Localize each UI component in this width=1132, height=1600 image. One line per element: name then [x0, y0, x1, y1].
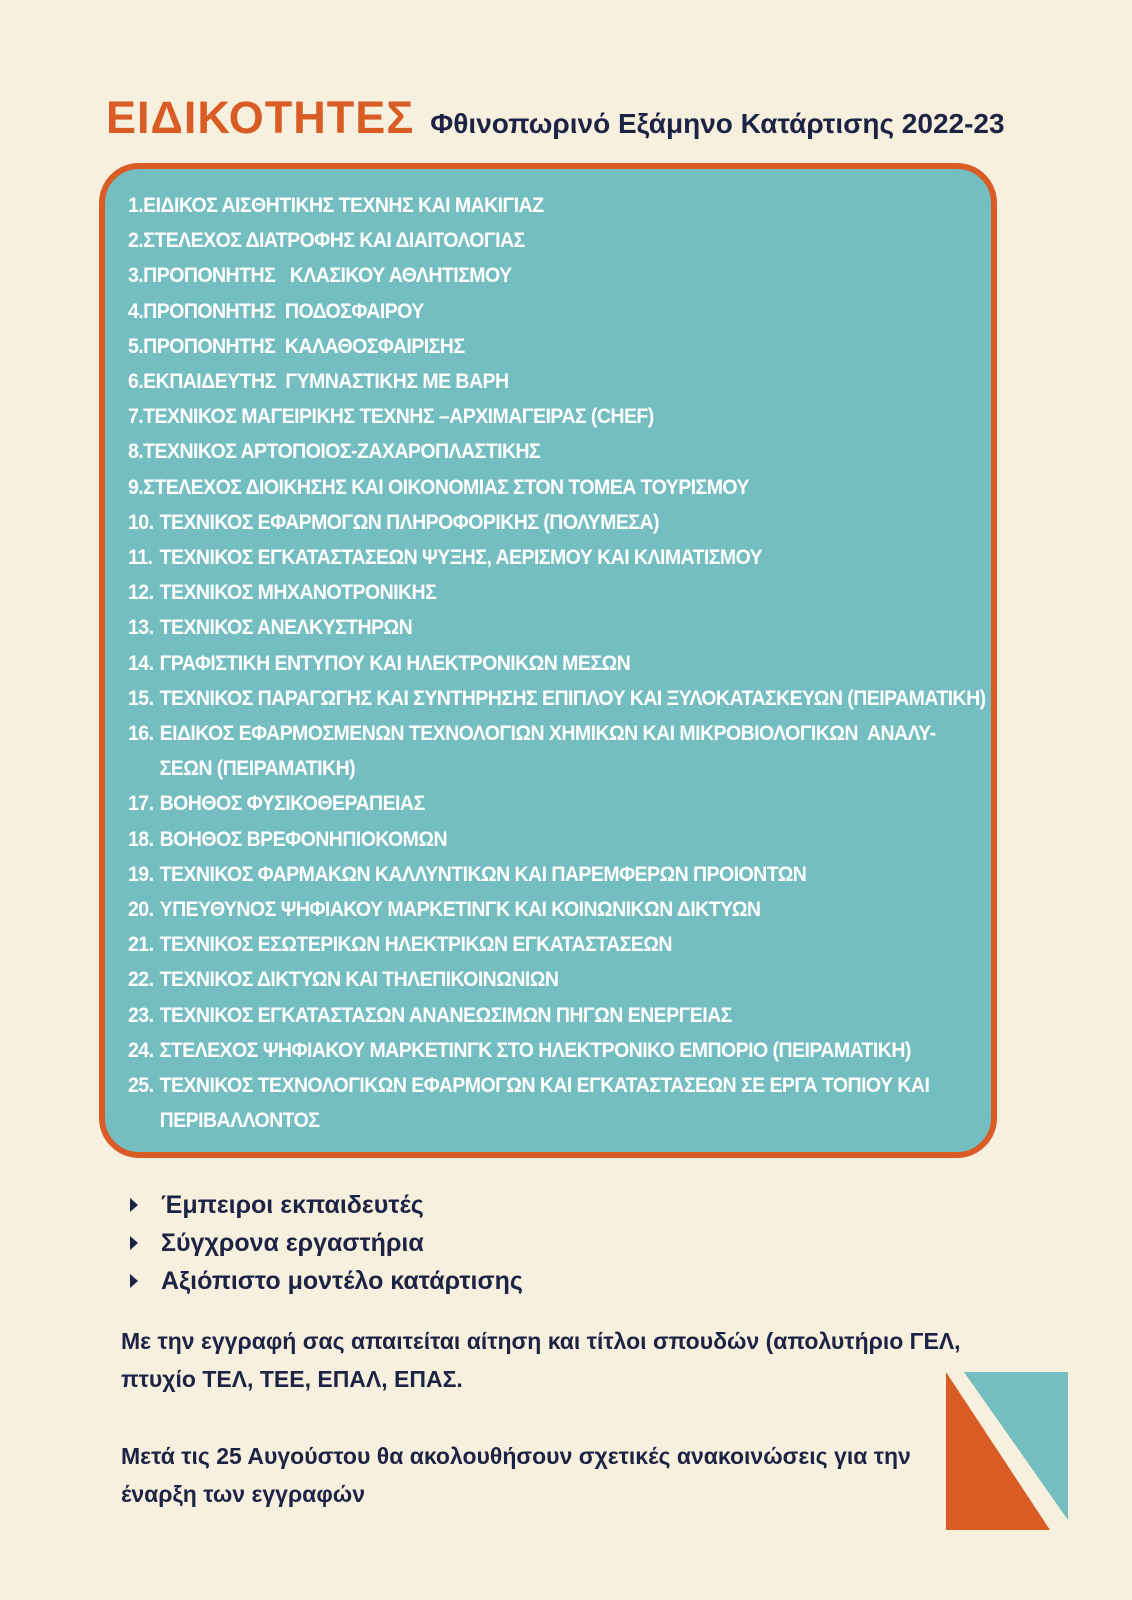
list-item	[128, 892, 988, 927]
item-number: 9.	[128, 475, 144, 499]
benefit-text: Έμπειροι εκπαιδευτές	[161, 1190, 424, 1219]
item-text: ΠΡΟΠΟΝΗΤΗΣ ΠΟΔΟΣΦΑΙΡΟΥ	[143, 299, 424, 323]
item-text: ΥΠΕΥΘΥΝΟΣ ΨΗΦΙΑΚΟΥ ΜΑΡΚΕΤΙΝΓΚ ΚΑΙ ΚΟΙΝΩΝΙΚΩΝ ΔΙΚΤΥΩΝ	[159, 898, 761, 922]
item-number: 6.	[128, 370, 144, 394]
item-number: 19.	[128, 862, 154, 886]
list-item	[128, 434, 988, 469]
caret-right-icon	[130, 1198, 138, 1212]
item-text: ΒΟΗΘΟΣ ΦΥΣΙΚΟΘΕΡΑΠΕΙΑΣ	[159, 792, 425, 816]
item-number: 13.	[128, 616, 154, 640]
item-number: 24.	[128, 1038, 154, 1062]
item-number: 10.	[128, 510, 154, 534]
item-number: 8.	[128, 440, 144, 464]
item-text: ΤΕΧΝΙΚΟΣ ΕΣΩΤΕΡΙΚΩΝ ΗΛΕΚΤΡΙΚΩΝ ΕΓΚΑΤΑΣΤΑΣΕΩΝ	[159, 933, 672, 957]
item-text: ΤΕΧΝΙΚΟΣ ΦΑΡΜΑΚΩΝ ΚΑΛΛΥΝΤΙΚΩΝ ΚΑΙ ΠΑΡΕΜΦΕΡΩΝ ΠΡΟΙΟΝΤΩΝ	[159, 862, 807, 886]
list-item	[128, 364, 988, 399]
list-item	[128, 610, 988, 645]
item-number: 22.	[128, 968, 154, 992]
specialties-list	[128, 188, 991, 1138]
item-number: 12.	[128, 581, 154, 605]
item-text: ΤΕΧΝΙΚΟΣ ΠΑΡΑΓΩΓΗΣ ΚΑΙ ΣΥΝΤΗΡΗΣΗΣ ΕΠΙΠΛΟΥ ΚΑΙ ΞΥΛΟΚΑΤΑΣΚΕΥΩΝ (ΠΕΙΡΑΜΑΤΙΚΗ)	[159, 686, 986, 710]
list-item	[128, 329, 988, 364]
item-number: 11.	[128, 546, 153, 570]
item-text: ΤΕΧΝΙΚΟΣ ΕΓΚΑΤΑΣΤΑΣΕΩΝ ΨΥΞΗΣ, ΑΕΡΙΣΜΟΥ ΚΑΙ ΚΛΙΜΑΤΙΣΜΟΥ	[159, 546, 763, 570]
list-item	[128, 575, 988, 610]
item-text: ΤΕΧΝΙΚΟΣ ΔΙΚΤΥΩΝ ΚΑΙ ΤΗΛΕΠΙΚΟΙΝΩΝΙΩΝ	[159, 968, 559, 992]
item-number: 23.	[128, 1003, 154, 1027]
list-item	[128, 927, 988, 962]
list-item	[128, 223, 988, 258]
list-item	[128, 1068, 988, 1138]
benefit-item	[130, 1224, 523, 1262]
list-item	[128, 857, 988, 892]
benefit-item	[130, 1186, 523, 1224]
page-subtitle: Φθινοπωρινό Εξάμηνο Κατάρτισης 2022-23	[430, 108, 1005, 139]
list-item	[128, 822, 988, 857]
item-text: ΣΤΕΛΕΧΟΣ ΔΙΟΙΚΗΣΗΣ ΚΑΙ ΟΙΚΟΝΟΜΙΑΣ ΣΤΟΝ ΤΟΜΕΑ ΤΟΥΡΙΣΜΟΥ	[143, 475, 749, 499]
item-number: 5.	[128, 334, 144, 358]
list-item	[128, 646, 988, 681]
item-text: ΤΕΧΝΙΚΟΣ ΜΗΧΑΝΟΤΡΟΝΙΚΗΣ	[159, 581, 437, 605]
benefit-text: Αξιόπιστο μοντέλο κατάρτισης	[161, 1266, 523, 1295]
item-text: ΤΕΧΝΙΚΟΣ ΕΦΑΡΜΟΓΩΝ ΠΛΗΡΟΦΟΡΙΚΗΣ (ΠΟΛΥΜΕΣΑ)	[159, 510, 659, 534]
item-text: ΠΡΟΠΟΝΗΤΗΣ ΚΛΑΣΙΚΟΥ ΑΘΛΗΤΙΣΜΟΥ	[143, 264, 512, 288]
orange-teal-triangles-logo	[946, 1372, 1068, 1530]
item-text: ΠΡΟΠΟΝΗΤΗΣ ΚΑΛΑΘΟΣΦΑΙΡΙΣΗΣ	[143, 334, 465, 358]
item-number: 1.	[128, 194, 144, 217]
item-text: ΒΟΗΘΟΣ ΒΡΕΦΟΝΗΠΙΟΚΟΜΩΝ	[159, 827, 448, 851]
list-item	[128, 1033, 988, 1068]
item-number: 4.	[128, 299, 144, 323]
item-text: ΕΚΠΑΙΔΕΥΤΗΣ ΓΥΜΝΑΣΤΙΚΗΣ ΜΕ ΒΑΡΗ	[143, 370, 509, 394]
list-item	[128, 716, 988, 786]
page-title: ΕΙΔΙΚΟΤΗΤΕΣ	[106, 92, 415, 143]
list-item	[128, 786, 988, 821]
list-item	[128, 399, 988, 434]
item-number: 20.	[128, 898, 154, 922]
item-text: ΤΕΧΝΙΚΟΣ ΜΑΓΕΙΡΙΚΗΣ ΤΕΧΝΗΣ –ΑΡΧΙΜΑΓΕΙΡΑΣ (CHEF)	[143, 405, 654, 429]
item-number: 18.	[128, 827, 154, 851]
item-text: ΤΕΧΝΙΚΟΣ ΑΡΤΟΠΟΙΟΣ-ΖΑΧΑΡΟΠΛΑΣΤΙΚΗΣ	[143, 440, 541, 464]
specialties-panel	[99, 163, 997, 1158]
page-heading	[106, 92, 1005, 144]
item-text: ΤΕΧΝΙΚΟΣ ΤΕΧΝΟΛΟΓΙΚΩΝ ΕΦΑΡΜΟΓΩΝ ΚΑΙ ΕΓΚΑΤΑΣΤΑΣΕΩΝ ΣΕ ΕΡΓΑ ΤΟΠΙΟΥ ΚΑΙ ΠΕΡΙΒΑΛΛΟΝΤΟΣ	[159, 1074, 930, 1133]
list-item	[128, 681, 988, 716]
item-number: 2.	[128, 229, 144, 253]
item-text: ΣΤΕΛΕΧΟΣ ΨΗΦΙΑΚΟΥ ΜΑΡΚΕΤΙΝΓΚ ΣΤΟ ΗΛΕΚΤΡΟΝΙΚΟ ΕΜΠΟΡΙΟ (ΠΕΙΡΑΜΑΤΙΚΗ)	[159, 1038, 911, 1062]
item-text: ΕΙΔΙΚΟΣ ΕΦΑΡΜΟΣΜΕΝΩΝ ΤΕΧΝΟΛΟΓΙΩΝ ΧΗΜΙΚΩΝ ΚΑΙ ΜΙΚΡΟΒΙΟΛΟΓΙΚΩΝ ΑΝΑΛΥ- ΣΕΩΝ (ΠΕΙΡΑΜΑΤΙΚΗ)	[159, 722, 936, 781]
list-item	[128, 258, 988, 293]
item-text: ΓΡΑΦΙΣΤΙΚΗ ΕΝΤΥΠΟΥ ΚΑΙ ΗΛΕΚΤΡΟΝΙΚΩΝ ΜΕΣΩΝ	[159, 651, 631, 675]
item-number: 14.	[128, 651, 154, 675]
item-number: 16.	[128, 722, 154, 746]
caret-right-icon	[130, 1274, 138, 1288]
item-number: 15.	[128, 686, 154, 710]
item-number: 3.	[128, 264, 144, 288]
item-text: ΤΕΧΝΙΚΟΣ ΕΓΚΑΤΑΣΤΑΣΩΝ ΑΝΑΝΕΩΣΙΜΩΝ ΠΗΓΩΝ ΕΝΕΡΓΕΙΑΣ	[159, 1003, 732, 1027]
list-item	[128, 294, 988, 329]
item-number: 7.	[128, 405, 144, 429]
caret-right-icon	[130, 1236, 138, 1250]
item-number: 21.	[128, 933, 154, 957]
benefit-text: Σύγχρονα εργαστήρια	[161, 1228, 424, 1257]
item-text: ΣΤΕΛΕΧΟΣ ΔΙΑΤΡΟΦΗΣ ΚΑΙ ΔΙΑΙΤΟΛΟΓΙΑΣ	[143, 229, 525, 253]
list-item	[128, 540, 988, 575]
list-item	[128, 962, 988, 997]
list-item	[128, 470, 988, 505]
announcement-paragraph: Μετά τις 25 Αυγούστου θα ακολουθήσουν σχετικές ανακοινώσεις για την έναρξη των εγγραφών	[121, 1443, 911, 1507]
benefits-list	[130, 1186, 523, 1300]
item-text: ΕΙΔΙΚΟΣ ΑΙΣΘΗΤΙΚΗΣ ΤΕΧΝΗΣ ΚΑΙ ΜΑΚΙΓΙΑΖ	[143, 194, 544, 217]
item-number: 17.	[128, 792, 154, 816]
list-item	[128, 505, 988, 540]
item-text: ΤΕΧΝΙΚΟΣ ΑΝΕΛΚΥΣΤΗΡΩΝ	[159, 616, 413, 640]
list-item	[128, 188, 988, 223]
item-number: 25.	[128, 1074, 154, 1098]
requirements-paragraph: Με την εγγραφή σας απαιτείται αίτηση και τίτλοι σπουδών (απολυτήριο ΓΕΛ, πτυχίο ΤΕΛ, ΤΕΕ, ΕΠΑΛ, ΕΠΑΣ.	[121, 1328, 961, 1392]
list-item	[128, 998, 988, 1033]
benefit-item	[130, 1262, 523, 1300]
